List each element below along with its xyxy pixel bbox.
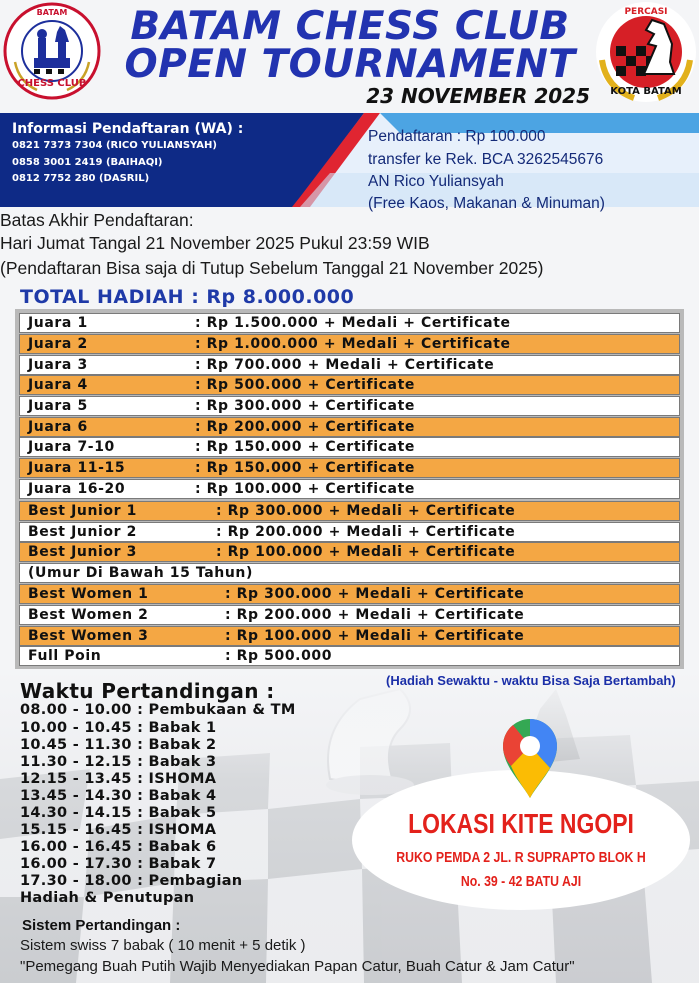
registration-phone-2: 0858 3001 2419 (BAIHAQI)	[12, 157, 163, 168]
schedule-row: 16.00 - 17.30 : Babak 7	[20, 856, 217, 872]
schedule-row: 16.00 - 16.45 : Babak 6	[20, 839, 217, 855]
logo-right-top-text: PERCASI	[624, 7, 668, 17]
system-format: Sistem swiss 7 babak ( 10 menit + 5 detik )	[20, 937, 306, 954]
prize-label: Best Junior 1	[28, 503, 137, 519]
logo-left-bottom-text: CHESS CLUB	[17, 78, 87, 89]
system-title: Sistem Pertandingan :	[22, 917, 181, 934]
prize-row	[19, 563, 680, 583]
prize-row	[19, 417, 680, 437]
prize-label: Best Women 1	[28, 586, 149, 602]
registration-phone-3: 0812 7752 280 (DASRIL)	[12, 173, 150, 184]
location-address-line-1: RUKO PEMDA 2 JL. R SUPRAPTO BLOK H	[396, 849, 646, 866]
prize-label: Best Women 2	[28, 607, 149, 623]
prize-label: Juara 7-10	[28, 439, 115, 455]
prize-row	[19, 542, 680, 562]
registration-fee: Pendaftaran : Rp 100.000	[368, 128, 546, 145]
logo-left-top-text: BATAM	[36, 8, 68, 17]
prize-row	[19, 626, 680, 646]
account-name: AN Rico Yuliansyah	[368, 173, 504, 190]
prize-row	[19, 646, 680, 666]
prize-value: : Rp 150.000 + Certificate	[195, 439, 415, 455]
deadline-note: (Pendaftaran Bisa saja di Tutup Sebelum Tanggal 21 November 2025)	[0, 258, 544, 278]
prize-label: Juara 3	[28, 357, 88, 373]
title-line-2: OPEN TOURNAMENT	[124, 42, 576, 87]
prize-row	[19, 605, 680, 625]
prize-row	[19, 313, 680, 333]
prize-value: : Rp 200.000 + Medali + Certificate	[225, 607, 525, 623]
percasi-kota-batam-logo	[594, 0, 698, 104]
prize-row	[19, 501, 680, 521]
total-prize-heading: TOTAL HADIAH : Rp 8.000.000	[20, 286, 355, 308]
prize-label: (Umur Di Bawah 15 Tahun)	[28, 565, 253, 581]
prize-row	[19, 458, 680, 478]
schedule-row: 11.30 - 12.15 : Babak 3	[20, 754, 217, 770]
schedule-title: Waktu Pertandingan :	[20, 679, 275, 703]
prize-value: : Rp 100.000 + Medali + Certificate	[225, 628, 525, 644]
schedule-row: 10.45 - 11.30 : Babak 2	[20, 737, 217, 753]
prize-label: Juara 11-15	[28, 460, 126, 476]
prize-value: : Rp 200.000 + Certificate	[195, 419, 415, 435]
prize-row	[19, 396, 680, 416]
prize-row	[19, 437, 680, 457]
prize-row	[19, 334, 680, 354]
prize-label: Juara 6	[28, 419, 88, 435]
prize-value: : Rp 100.000 + Medali + Certificate	[216, 544, 516, 560]
batam-chess-club-logo	[3, 2, 101, 100]
schedule-row: 17.30 - 18.00 : Pembagian	[20, 873, 243, 889]
registration-title: Informasi Pendaftaran (WA) :	[12, 121, 244, 137]
prize-row	[19, 375, 680, 395]
prize-row	[19, 355, 680, 375]
prize-row	[19, 522, 680, 542]
free-items-note: (Free Kaos, Makanan & Minuman)	[368, 195, 605, 212]
prize-value: : Rp 100.000 + Certificate	[195, 481, 415, 497]
schedule-row: 14.30 - 14.15 : Babak 5	[20, 805, 217, 821]
prize-value: : Rp 300.000 + Medali + Certificate	[225, 586, 525, 602]
location-title: LOKASI KITE NGOPI	[408, 808, 634, 839]
schedule-row: 08.00 - 10.00 : Pembukaan & TM	[20, 702, 296, 718]
bank-transfer-info: transfer ke Rek. BCA 3262545676	[368, 151, 604, 168]
prize-label: Best Women 3	[28, 628, 149, 644]
prize-row	[19, 584, 680, 604]
logo-right-bottom-text: KOTA BATAM	[610, 86, 682, 97]
deadline-title: Batas Akhir Pendaftaran:	[0, 210, 194, 230]
registration-phone-1: 0821 7373 7304 (RICO YULIANSYAH)	[12, 140, 217, 151]
prize-value: : Rp 700.000 + Medali + Certificate	[195, 357, 495, 373]
prize-value: : Rp 300.000 + Medali + Certificate	[216, 503, 516, 519]
prize-value: : Rp 500.000 + Certificate	[195, 377, 415, 393]
event-date: 23 NOVEMBER 2025	[366, 84, 590, 108]
system-equipment-note: "Pemegang Buah Putih Wajib Menyediakan Papan Catur, Buah Catur & Jam Catur"	[20, 958, 575, 975]
prize-label: Full Poin	[28, 648, 102, 664]
prize-table	[15, 309, 684, 669]
prize-label: Juara 2	[28, 336, 88, 352]
deadline-date: Hari Jumat Tangal 21 November 2025 Pukul 23:59 WIB	[0, 233, 430, 253]
prize-value: : Rp 150.000 + Certificate	[195, 460, 415, 476]
prize-row	[19, 479, 680, 499]
schedule-row: 10.00 - 10.45 : Babak 1	[20, 720, 217, 736]
map-pin-icon	[499, 716, 561, 800]
schedule-row: 13.45 - 14.30 : Babak 4	[20, 788, 217, 804]
schedule-row: Hadiah & Penutupan	[20, 890, 195, 906]
schedule-row: 12.15 - 13.45 : ISHOMA	[20, 771, 217, 787]
prize-value: : Rp 300.000 + Certificate	[195, 398, 415, 414]
prize-bonus-note: (Hadiah Sewaktu - waktu Bisa Saja Bertambah)	[386, 673, 676, 688]
prize-value: : Rp 1.500.000 + Medali + Certificate	[195, 315, 511, 331]
prize-label: Juara 1	[28, 315, 88, 331]
prize-value: : Rp 1.000.000 + Medali + Certificate	[195, 336, 511, 352]
prize-label: Best Junior 2	[28, 524, 137, 540]
schedule-row: 15.15 - 16.45 : ISHOMA	[20, 822, 217, 838]
prize-label: Juara 16-20	[28, 481, 126, 497]
prize-label: Juara 4	[28, 377, 88, 393]
location-address-line-2: No. 39 - 42 BATU AJI	[460, 873, 582, 890]
prize-label: Juara 5	[28, 398, 88, 414]
prize-label: Best Junior 3	[28, 544, 137, 560]
prize-value: : Rp 200.000 + Medali + Certificate	[216, 524, 516, 540]
prize-value: : Rp 500.000	[225, 648, 333, 664]
title-line-1: BATAM CHESS CLUB	[130, 4, 570, 49]
